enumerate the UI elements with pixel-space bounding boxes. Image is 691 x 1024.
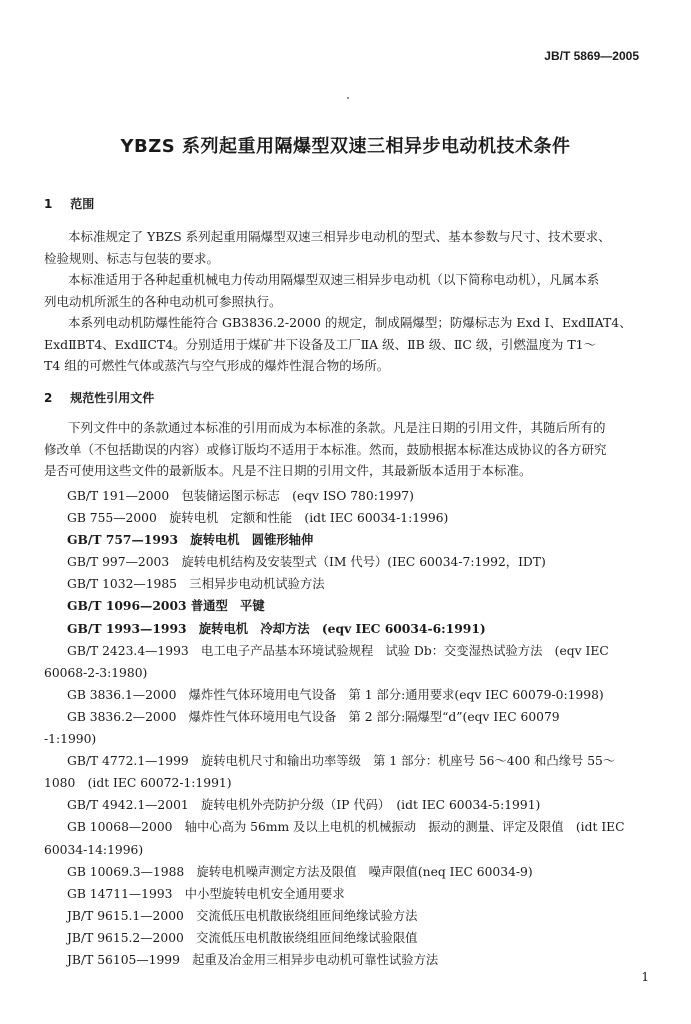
section-2-title: 规范性引用文件 bbox=[70, 391, 155, 405]
reference-item bbox=[44, 883, 649, 905]
reference-item bbox=[44, 573, 649, 595]
reference-item bbox=[44, 595, 649, 617]
reference-text: GB 10069.3—1988 旋转电机噪声测定方法及限值 噪声限值(neq IEC 60034-9) bbox=[67, 864, 533, 879]
section-1-title: 范围 bbox=[70, 197, 95, 211]
section-1-line: ExdⅡBT4、ExdⅡCT4。分别适用于煤矿井下设备及工厂ⅡA 级、ⅡB 级、ⅡC 级，引燃温度为 T1～ bbox=[44, 336, 597, 352]
section-1-line: 本标准适用于各种起重机械电力传动用隔爆型双速三相异步电动机（以下简称电动机），凡属本系 bbox=[68, 272, 600, 287]
section-1-line: T4 组的可燃性气体或蒸汽与空气形成的爆炸性混合物的场所。 bbox=[44, 358, 390, 373]
section-2-body bbox=[44, 417, 644, 482]
reference-text: JB/T 56105—1999 起重及冶金用三相异步电动机可靠性试验方法 bbox=[67, 952, 439, 967]
reference-item bbox=[44, 794, 649, 816]
reference-text: GB/T 997—2003 旋转电机结构及安装型式（IM 代号）(IEC 60034-7:1992，IDT) bbox=[67, 555, 546, 570]
scan-dot-mark bbox=[347, 97, 349, 99]
section-1-line: 列电动机所派生的各种电动机可参照执行。 bbox=[44, 293, 282, 309]
document-title: YBZS 系列起重用隔爆型双速三相异步电动机技术条件 bbox=[120, 136, 571, 157]
section-1-line: 检验规则、标志与包装的要求。 bbox=[44, 250, 220, 266]
reference-text: GB/T 2423.4—1993 电工电子产品基本环境试验规程 试验 Db：交变湿热试验方法 (eqv IEC bbox=[67, 643, 609, 658]
reference-item bbox=[44, 816, 649, 838]
reference-item bbox=[44, 640, 649, 662]
reference-text: GB 14711—1993 中小型旋转电机安全通用要求 bbox=[67, 886, 345, 901]
reference-item bbox=[44, 551, 649, 573]
reference-text: JB/T 9615.2—2000 交流低压电机散嵌绕组匝间绝缘试验限值 bbox=[67, 930, 418, 945]
reference-text: GB 10068—2000 轴中心高为 56mm 及以上电机的机械振动 振动的测量、评定及限值 (idt IEC bbox=[67, 820, 625, 835]
page-number: 1 bbox=[641, 970, 649, 984]
reference-item bbox=[44, 684, 649, 706]
reference-item bbox=[44, 485, 649, 507]
reference-text: GB 755—2000 旋转电机 定额和性能 (idt IEC 60034-1:1996) bbox=[67, 511, 449, 526]
reference-item bbox=[44, 507, 649, 529]
reference-text: 60034-14:1996) bbox=[44, 842, 144, 857]
reference-item-continuation bbox=[44, 772, 649, 794]
reference-text: GB/T 191—2000 包装储运图示标志 (eqv ISO 780:1997) bbox=[67, 489, 414, 503]
section-1-body bbox=[44, 226, 644, 377]
reference-item-continuation bbox=[44, 728, 649, 750]
reference-text: -1:1990) bbox=[44, 732, 97, 747]
reference-list bbox=[44, 485, 649, 971]
reference-item bbox=[44, 927, 649, 949]
section-2-line: 修改单（不包括勘误的内容）或修订版均不适用于本标准。然而，鼓励根据本标准达成协议的各方研究 bbox=[44, 441, 607, 457]
reference-text: GB/T 4772.1—1999 旋转电机尺寸和输出功率等级 第 1 部分：机座号 56～400 和凸缘号 55～ bbox=[67, 754, 616, 769]
section-1-line: 本系列电动机防爆性能符合 GB3836.2-2000 的规定，制成隔爆型；防爆标志为 Exd Ⅰ、ExdⅡAT4、 bbox=[68, 315, 632, 330]
reference-text: GB/T 1096—2003 普通型 平键 bbox=[67, 598, 265, 614]
standard-code: JB/T 5869—2005 bbox=[544, 49, 639, 63]
reference-text: 1080 (idt IEC 60072-1:1991) bbox=[44, 776, 232, 791]
reference-text: GB/T 4942.1—2001 旋转电机外壳防护分级（IP 代码） (idt IEC 60034-5:1991) bbox=[67, 798, 541, 813]
reference-text: JB/T 9615.1—2000 交流低压电机散嵌绕组匝间绝缘试验方法 bbox=[67, 908, 418, 923]
section-2-number: 2 bbox=[44, 391, 53, 405]
reference-item bbox=[44, 706, 649, 728]
section-2-line: 是否可使用这些文件的最新版本。凡是不注日期的引用文件，其最新版本适用于本标准。 bbox=[44, 463, 532, 478]
section-2-line: 下列文件中的条款通过本标准的引用而成为本标准的条款。凡是注日期的引用文件，其随后所有的 bbox=[68, 420, 606, 435]
reference-item bbox=[44, 905, 649, 927]
section-1-line: 本标准规定了 YBZS 系列起重用隔爆型双速三相异步电动机的型式、基本参数与尺寸、技术要求、 bbox=[68, 229, 611, 244]
reference-item bbox=[44, 529, 649, 551]
reference-item bbox=[44, 618, 649, 640]
reference-text: GB/T 757—1993 旋转电机 圆锥形轴伸 bbox=[67, 532, 314, 548]
reference-item bbox=[44, 949, 649, 971]
reference-text: GB 3836.2—2000 爆炸性气体环境用电气设备 第 2 部分:隔爆型“d”(eqv IEC 60079 bbox=[67, 709, 560, 724]
reference-text: GB 3836.1—2000 爆炸性气体环境用电气设备 第 1 部分:通用要求(eqv IEC 60079-0:1998) bbox=[67, 687, 604, 702]
reference-text: GB/T 1032—1985 三相异步电动机试验方法 bbox=[67, 577, 325, 592]
reference-item-continuation bbox=[44, 839, 649, 861]
reference-item bbox=[44, 750, 649, 772]
section-1-heading bbox=[44, 195, 94, 212]
section-1-number: 1 bbox=[44, 197, 53, 211]
reference-item bbox=[44, 861, 649, 883]
reference-text: GB/T 1993—1993 旋转电机 冷却方法 (eqv IEC 60034-6:1991) bbox=[67, 620, 486, 636]
reference-text: 60068-2-3:1980) bbox=[44, 665, 148, 680]
section-2-heading bbox=[44, 389, 154, 406]
reference-item-continuation bbox=[44, 662, 649, 684]
